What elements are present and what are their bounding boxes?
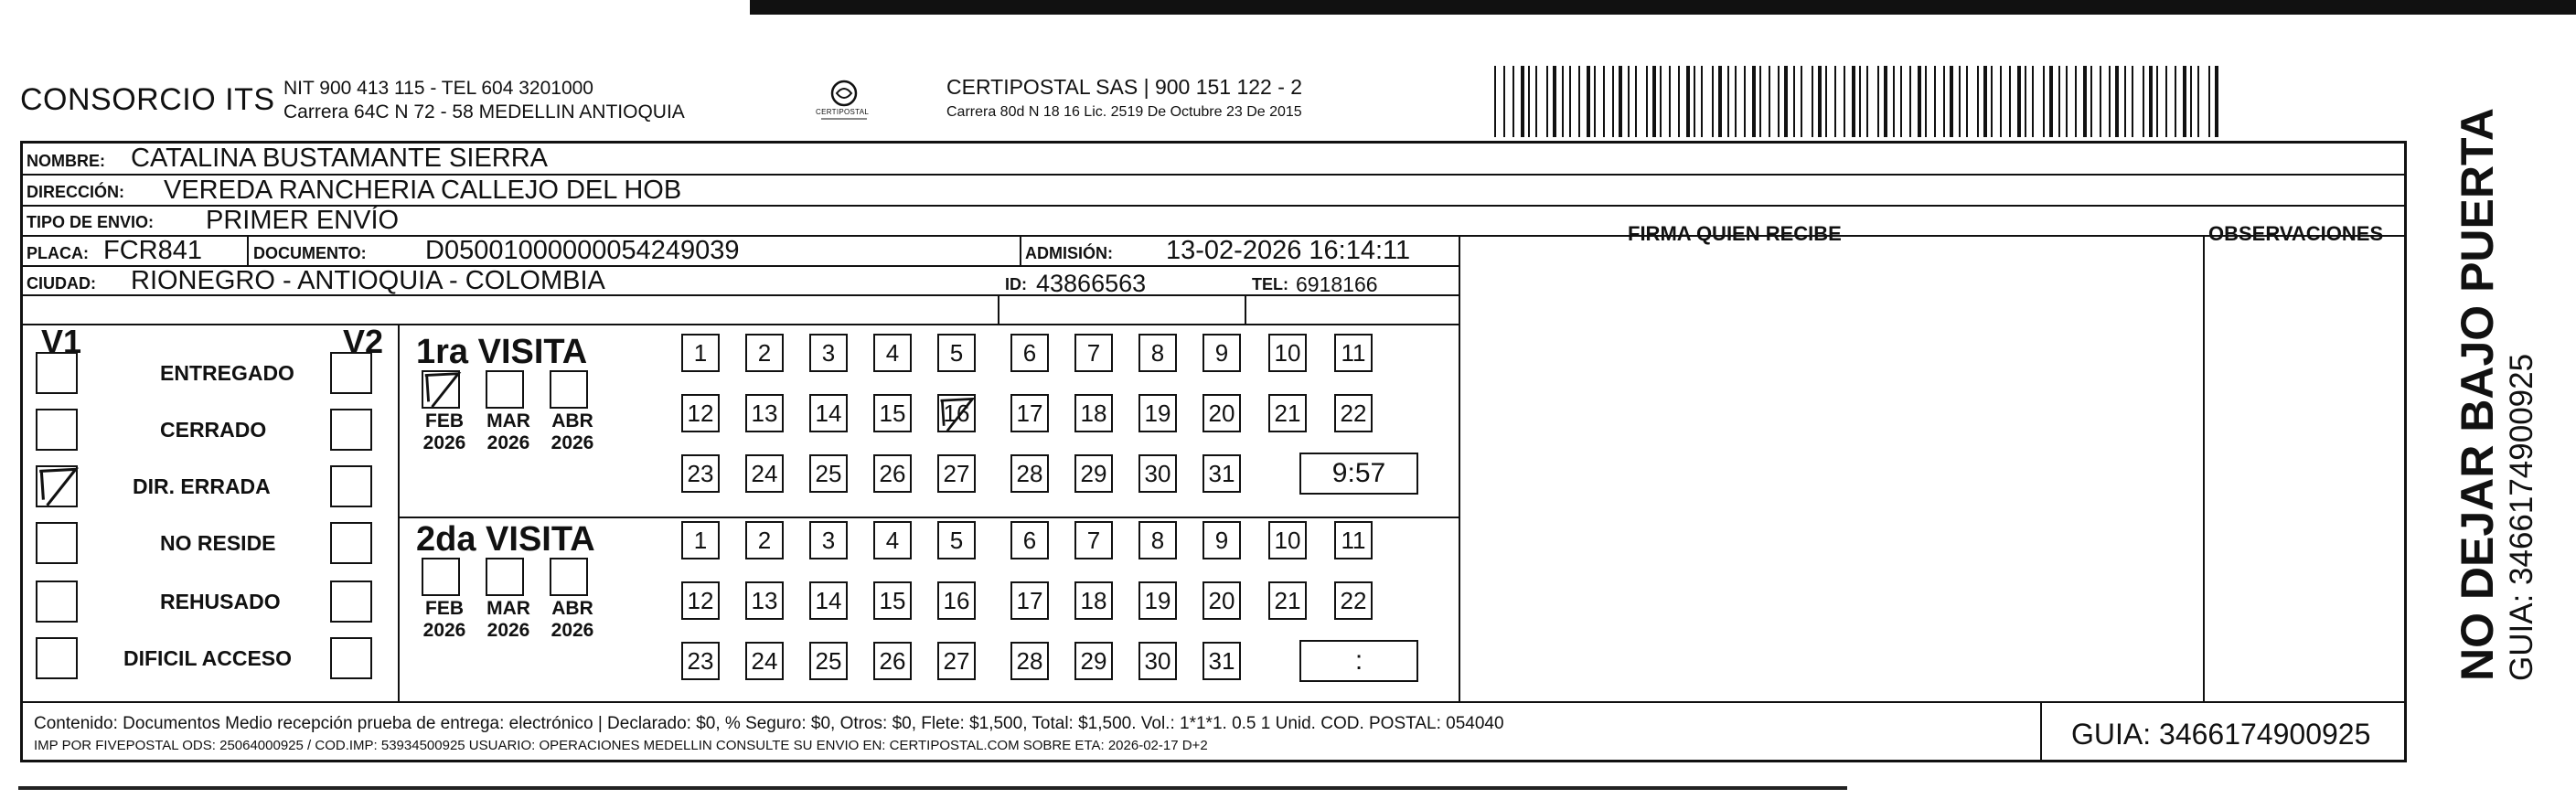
- top-border-line: [750, 0, 2576, 15]
- visit2-time-box[interactable]: :: [1299, 640, 1418, 682]
- nombre-value: CATALINA BUSTAMANTE SIERRA: [131, 144, 549, 173]
- visit1-day-box[interactable]: 16: [937, 394, 976, 432]
- visit1-day-box[interactable]: 8: [1138, 334, 1177, 372]
- tel-label: TEL:: [1252, 275, 1288, 293]
- v1-checkbox[interactable]: [36, 581, 78, 623]
- visit1-day-box[interactable]: 25: [809, 454, 848, 493]
- observaciones-header: OBSERVACIONES: [2208, 222, 2384, 245]
- tel-value: 6918166: [1296, 272, 1378, 296]
- v2-checkbox[interactable]: [330, 352, 372, 394]
- certipostal-line: CERTIPOSTAL SAS | 900 151 122 - 2: [946, 75, 1303, 99]
- company-name: CONSORCIO ITS: [20, 82, 275, 117]
- documento-value: D05001000000054249039: [425, 236, 740, 265]
- visit2-day-box[interactable]: 28: [1010, 642, 1049, 680]
- tipo-envio-value: PRIMER ENVÍO: [206, 206, 400, 235]
- visit1-day-box[interactable]: 5: [937, 334, 976, 372]
- status-option-label: ENTREGADO: [160, 361, 294, 385]
- tipo-envio-label: TIPO DE ENVIO:: [27, 213, 155, 231]
- visit2-month-label: ABR 2026: [550, 598, 594, 641]
- certipostal-logo: [812, 73, 876, 128]
- v2-header: V2: [343, 323, 384, 360]
- status-option-label: DIFICIL ACCESO: [123, 646, 293, 670]
- address-line: Carrera 64C N 72 - 58 MEDELLIN ANTIOQUIA: [283, 101, 685, 123]
- visit2-day-box[interactable]: 5: [937, 521, 976, 559]
- visit2-day-box[interactable]: 23: [681, 642, 720, 680]
- barcode: [1494, 66, 2222, 137]
- visit2-day-box[interactable]: 17: [1010, 581, 1049, 620]
- visit2-day-box[interactable]: 25: [809, 642, 848, 680]
- handwritten-check-icon: [935, 392, 978, 439]
- visit2-day-box[interactable]: 18: [1074, 581, 1113, 620]
- visit1-day-box[interactable]: 24: [745, 454, 784, 493]
- placa-value: FCR841: [103, 236, 202, 265]
- visit2-month-label: MAR 2026: [486, 598, 530, 641]
- v1-header: V1: [41, 323, 82, 360]
- v2-checkbox[interactable]: [330, 581, 372, 623]
- visit2-month-box[interactable]: [486, 558, 524, 596]
- side-notice: [2451, 108, 2540, 681]
- visit1-day-box[interactable]: 17: [1010, 394, 1049, 432]
- v2-checkbox[interactable]: [330, 522, 372, 564]
- firma-header: FIRMA QUIEN RECIBE: [1628, 222, 1842, 245]
- visit2-day-box[interactable]: 6: [1010, 521, 1049, 559]
- id-label: ID:: [1005, 275, 1027, 293]
- direccion-value: VEREDA RANCHERIA CALLEJO DEL HOB: [164, 176, 682, 205]
- visit1-day-box[interactable]: 19: [1138, 394, 1177, 432]
- visit2-month-box[interactable]: [422, 558, 460, 596]
- visit1-day-box[interactable]: 18: [1074, 394, 1113, 432]
- visit1-day-box[interactable]: 29: [1074, 454, 1113, 493]
- visit1-day-box[interactable]: 22: [1334, 394, 1373, 432]
- certipostal-sub: Carrera 80d N 18 16 Lic. 2519 De Octubre 23 De 2015: [946, 104, 1302, 120]
- nit-line: NIT 900 413 115 - TEL 604 3201000: [283, 78, 593, 99]
- id-value: 43866563: [1036, 270, 1147, 297]
- visit2-day-box[interactable]: 2: [745, 521, 784, 559]
- visit2-day-box[interactable]: 20: [1202, 581, 1241, 620]
- visit2-day-box[interactable]: 8: [1138, 521, 1177, 559]
- visit2-day-box[interactable]: 14: [809, 581, 848, 620]
- visit1-time-box[interactable]: 9:57: [1299, 453, 1418, 495]
- visit1-month-label: MAR 2026: [486, 410, 530, 453]
- visit2-day-box[interactable]: 4: [873, 521, 912, 559]
- status-option-label: DIR. ERRADA: [133, 474, 271, 498]
- visit2-title: 2da VISITA: [416, 520, 595, 559]
- nombre-label: NOMBRE:: [27, 152, 105, 170]
- v1-checkbox[interactable]: [36, 522, 78, 564]
- visit1-day-box[interactable]: 27: [937, 454, 976, 493]
- visit2-day-box[interactable]: 7: [1074, 521, 1113, 559]
- visit2-day-box[interactable]: 29: [1074, 642, 1113, 680]
- visit2-day-box[interactable]: 21: [1268, 581, 1307, 620]
- v2-checkbox[interactable]: [330, 465, 372, 507]
- visit1-day-box[interactable]: 13: [745, 394, 784, 432]
- visit2-day-box[interactable]: 19: [1138, 581, 1177, 620]
- visit1-day-box[interactable]: 30: [1138, 454, 1177, 493]
- visit2-month-label: FEB 2026: [422, 598, 466, 641]
- visit2-day-box[interactable]: 1: [681, 521, 720, 559]
- visit2-day-box[interactable]: 22: [1334, 581, 1373, 620]
- visit1-day-box[interactable]: 4: [873, 334, 912, 372]
- visit1-month-label: FEB 2026: [422, 410, 466, 453]
- visit1-day-box[interactable]: 31: [1202, 454, 1241, 493]
- placa-label: PLACA:: [27, 244, 89, 262]
- visit2-month-box[interactable]: [550, 558, 588, 596]
- visit1-month-box[interactable]: [486, 370, 524, 409]
- visit1-day-box[interactable]: 7: [1074, 334, 1113, 372]
- visit2-day-box[interactable]: 24: [745, 642, 784, 680]
- visit1-day-box[interactable]: 6: [1010, 334, 1049, 372]
- visit2-day-box[interactable]: 27: [937, 642, 976, 680]
- visit1-day-box[interactable]: 3: [809, 334, 848, 372]
- handwritten-check-icon: [34, 462, 81, 514]
- visit1-day-box[interactable]: 1: [681, 334, 720, 372]
- visit2-day-box[interactable]: 3: [809, 521, 848, 559]
- v1-checkbox[interactable]: [36, 352, 78, 394]
- documento-label: DOCUMENTO:: [253, 244, 367, 262]
- v1-checkbox[interactable]: [36, 637, 78, 679]
- visit1-month-box[interactable]: [550, 370, 588, 409]
- direccion-label: DIRECCIÓN:: [27, 183, 124, 201]
- visit2-day-box[interactable]: 13: [745, 581, 784, 620]
- footer-print-info: IMP POR FIVEPOSTAL ODS: 25064000925 / COD.IMP: 53934500925 USUARIO: OPERACIONES MEDELLIN CONSULTE SU ENVIO EN: CERTIPOSTAL.COM SOBRE ETA: 2026-02-17 D+2: [34, 738, 1208, 753]
- logo-text: CERTIPOSTAL: [816, 108, 870, 116]
- visit1-day-box[interactable]: 23: [681, 454, 720, 493]
- visit1-day-box[interactable]: 28: [1010, 454, 1049, 493]
- visit1-day-box[interactable]: 20: [1202, 394, 1241, 432]
- visit1-day-box[interactable]: 11: [1334, 334, 1373, 372]
- status-option-label: REHUSADO: [160, 590, 281, 613]
- visit2-day-box[interactable]: 9: [1202, 521, 1241, 559]
- visit2-day-box[interactable]: 12: [681, 581, 720, 620]
- visit2-day-box[interactable]: 11: [1334, 521, 1373, 559]
- status-option-label: NO RESIDE: [160, 531, 276, 555]
- visit1-month-label: ABR 2026: [550, 410, 594, 453]
- admision-value: 13-02-2026 16:14:11: [1166, 236, 1411, 265]
- v2-checkbox[interactable]: [330, 637, 372, 679]
- visit1-day-box[interactable]: 26: [873, 454, 912, 493]
- visit1-day-box[interactable]: 21: [1268, 394, 1307, 432]
- side-guia: GUIA: 3466174900925: [2504, 353, 2539, 681]
- visit2-day-box[interactable]: 26: [873, 642, 912, 680]
- v2-checkbox[interactable]: [330, 409, 372, 451]
- no-dejar-notice: NO DEJAR BAJO PUERTA: [2452, 108, 2503, 681]
- company-info: [283, 77, 685, 124]
- visit2-day-box[interactable]: 30: [1138, 642, 1177, 680]
- ciudad-value: RIONEGRO - ANTIOQUIA - COLOMBIA: [131, 266, 605, 295]
- v1-checkbox[interactable]: [36, 409, 78, 451]
- visit2-day-box[interactable]: 16: [937, 581, 976, 620]
- visit2-day-box[interactable]: 15: [873, 581, 912, 620]
- footer-contents: Contenido: Documentos Medio recepción prueba de entrega: electrónico | Declarado: $0, % Seguro: $0, Otros: $0, Flete: $1,500, Total: $1,500. Vol.: 1*1*1. 0.5 1 Unid. COD. POSTAL: 054040: [34, 714, 1504, 733]
- footer-guia: GUIA: 3466174900925: [2071, 718, 2371, 751]
- visit1-title: 1ra VISITA: [416, 333, 588, 371]
- status-option-label: CERRADO: [160, 418, 267, 442]
- delivery-form: [20, 141, 2407, 762]
- visit2-day-box[interactable]: 10: [1268, 521, 1307, 559]
- visit2-day-box[interactable]: 31: [1202, 642, 1241, 680]
- visit1-day-box[interactable]: 12: [681, 394, 720, 432]
- handwritten-check-icon: [420, 367, 464, 415]
- visit1-day-box[interactable]: 10: [1268, 334, 1307, 372]
- ciudad-label: CIUDAD:: [27, 274, 96, 293]
- visit1-day-box[interactable]: 9: [1202, 334, 1241, 372]
- visit1-day-box[interactable]: 14: [809, 394, 848, 432]
- admision-label: ADMISIÓN:: [1025, 244, 1113, 262]
- visit1-day-box[interactable]: 2: [745, 334, 784, 372]
- bottom-border-line: [18, 786, 1847, 790]
- visit1-day-box[interactable]: 15: [873, 394, 912, 432]
